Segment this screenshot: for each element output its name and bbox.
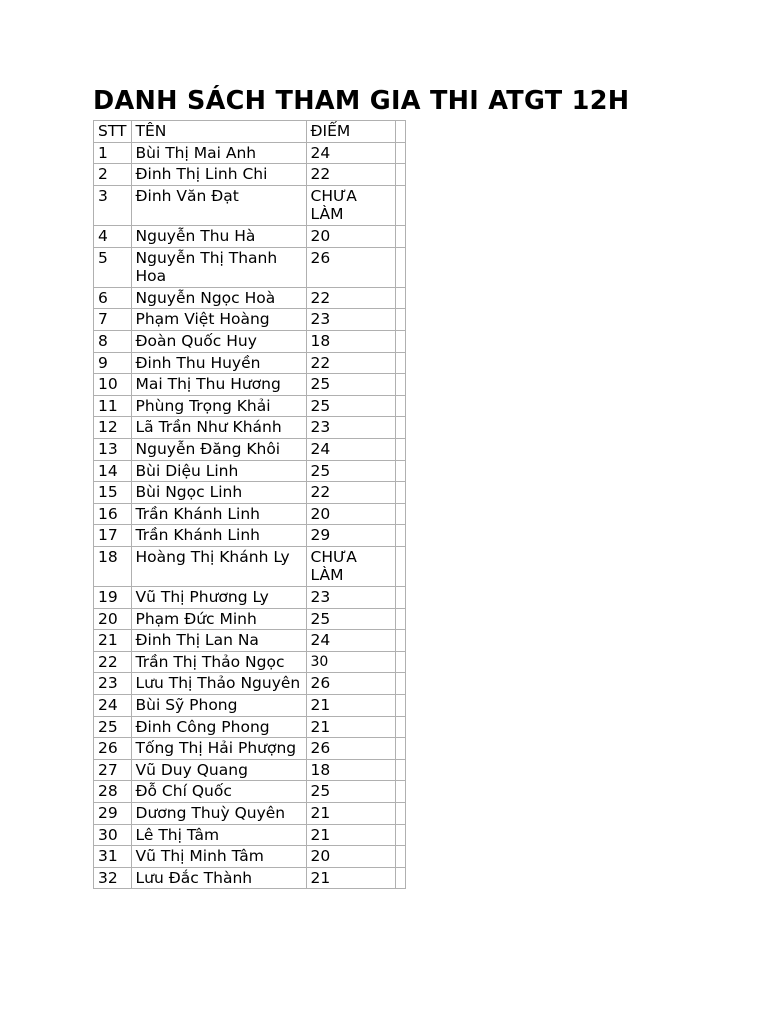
row-name: Phùng Trọng Khải xyxy=(131,395,306,417)
row-name: Tống Thị Hải Phượng xyxy=(131,738,306,760)
row-name: Đoàn Quốc Huy xyxy=(131,330,306,352)
row-name: Nguyễn Thu Hà xyxy=(131,225,306,247)
row-stt: 31 xyxy=(94,846,132,868)
table-row xyxy=(94,164,406,186)
table-header-row xyxy=(94,121,406,143)
row-stt: 9 xyxy=(94,352,132,374)
table-row xyxy=(94,759,406,781)
table-row xyxy=(94,330,406,352)
row-stt: 19 xyxy=(94,587,132,609)
row-name: Bùi Ngọc Linh xyxy=(131,482,306,504)
row-stt: 7 xyxy=(94,309,132,331)
row-score: 21 xyxy=(306,824,395,846)
empty-column-cell xyxy=(395,330,405,352)
row-score: 22 xyxy=(306,287,395,309)
empty-column-cell xyxy=(395,287,405,309)
empty-column-cell xyxy=(395,781,405,803)
row-stt: 11 xyxy=(94,395,132,417)
row-stt: 21 xyxy=(94,630,132,652)
row-stt: 26 xyxy=(94,738,132,760)
row-stt: 5 xyxy=(94,247,132,287)
table-row xyxy=(94,352,406,374)
row-name: Đinh Thị Linh Chi xyxy=(131,164,306,186)
row-name: Trần Khánh Linh xyxy=(131,525,306,547)
row-name: Bùi Thị Mai Anh xyxy=(131,142,306,164)
empty-column-cell xyxy=(395,546,405,586)
row-score: 23 xyxy=(306,309,395,331)
header-score: ĐIỂM xyxy=(306,121,395,143)
participant-table-body xyxy=(94,121,406,889)
empty-column-cell xyxy=(395,482,405,504)
row-stt: 20 xyxy=(94,608,132,630)
row-stt: 15 xyxy=(94,482,132,504)
row-stt: 28 xyxy=(94,781,132,803)
row-score: 20 xyxy=(306,846,395,868)
row-score: 29 xyxy=(306,525,395,547)
table-row xyxy=(94,630,406,652)
row-name: Vũ Thị Minh Tâm xyxy=(131,846,306,868)
table-row xyxy=(94,781,406,803)
row-score: 26 xyxy=(306,247,395,287)
table-row xyxy=(94,846,406,868)
row-stt: 1 xyxy=(94,142,132,164)
row-name: Lưu Đắc Thành xyxy=(131,867,306,889)
table-row xyxy=(94,185,406,225)
row-name: Hoàng Thị Khánh Ly xyxy=(131,546,306,586)
row-stt: 3 xyxy=(94,185,132,225)
row-score: 25 xyxy=(306,395,395,417)
row-score: 21 xyxy=(306,716,395,738)
table-row xyxy=(94,374,406,396)
table-row xyxy=(94,651,406,673)
row-name: Nguyễn Thị Thanh Hoa xyxy=(131,247,306,287)
row-score: 25 xyxy=(306,460,395,482)
table-row xyxy=(94,417,406,439)
row-name: Đỗ Chí Quốc xyxy=(131,781,306,803)
row-stt: 12 xyxy=(94,417,132,439)
row-score: 20 xyxy=(306,503,395,525)
table-row xyxy=(94,738,406,760)
empty-column-cell xyxy=(395,417,405,439)
empty-column-cell xyxy=(395,460,405,482)
row-name: Phạm Đức Minh xyxy=(131,608,306,630)
row-score: CHƯA LÀM xyxy=(306,185,395,225)
row-score: 22 xyxy=(306,352,395,374)
row-name: Trần Khánh Linh xyxy=(131,503,306,525)
empty-column-cell xyxy=(395,503,405,525)
empty-column-cell xyxy=(395,309,405,331)
table-row xyxy=(94,546,406,586)
empty-column-cell xyxy=(395,716,405,738)
row-stt: 18 xyxy=(94,546,132,586)
row-stt: 4 xyxy=(94,225,132,247)
row-score: CHƯA LÀM xyxy=(306,546,395,586)
table-row xyxy=(94,482,406,504)
empty-column-cell xyxy=(395,867,405,889)
empty-column-cell xyxy=(395,247,405,287)
table-row xyxy=(94,438,406,460)
empty-column-cell xyxy=(395,438,405,460)
row-stt: 32 xyxy=(94,867,132,889)
row-stt: 22 xyxy=(94,651,132,673)
row-name: Đinh Thị Lan Na xyxy=(131,630,306,652)
table-row xyxy=(94,824,406,846)
empty-column-cell xyxy=(395,587,405,609)
empty-column-cell xyxy=(395,185,405,225)
empty-column-cell xyxy=(395,673,405,695)
row-stt: 10 xyxy=(94,374,132,396)
empty-column-cell xyxy=(395,608,405,630)
header-stt: STT xyxy=(94,121,132,143)
row-stt: 16 xyxy=(94,503,132,525)
row-stt: 25 xyxy=(94,716,132,738)
table-row xyxy=(94,309,406,331)
page-title: DANH SÁCH THAM GIA THI ATGT 12H xyxy=(93,86,630,116)
row-name: Lưu Thị Thảo Nguyên xyxy=(131,673,306,695)
row-name: Mai Thị Thu Hương xyxy=(131,374,306,396)
table-row xyxy=(94,587,406,609)
row-score: 18 xyxy=(306,330,395,352)
row-name: Đinh Công Phong xyxy=(131,716,306,738)
row-stt: 17 xyxy=(94,525,132,547)
table-row xyxy=(94,460,406,482)
table-row xyxy=(94,716,406,738)
empty-column-cell xyxy=(395,225,405,247)
empty-column-cell xyxy=(395,824,405,846)
row-stt: 24 xyxy=(94,695,132,717)
row-name: Nguyễn Đăng Khôi xyxy=(131,438,306,460)
empty-column-cell xyxy=(395,395,405,417)
row-name: Đinh Thu Huyền xyxy=(131,352,306,374)
row-score: 23 xyxy=(306,587,395,609)
row-name: Vũ Duy Quang xyxy=(131,759,306,781)
row-name: Đinh Văn Đạt xyxy=(131,185,306,225)
empty-column-cell xyxy=(395,164,405,186)
row-score: 25 xyxy=(306,374,395,396)
row-name: Nguyễn Ngọc Hoà xyxy=(131,287,306,309)
table-row xyxy=(94,803,406,825)
row-score: 23 xyxy=(306,417,395,439)
table-row xyxy=(94,867,406,889)
row-score: 22 xyxy=(306,482,395,504)
header-name: TÊN xyxy=(131,121,306,143)
row-stt: 8 xyxy=(94,330,132,352)
row-score: 21 xyxy=(306,803,395,825)
row-stt: 6 xyxy=(94,287,132,309)
row-name: Bùi Sỹ Phong xyxy=(131,695,306,717)
table-row xyxy=(94,247,406,287)
empty-column-cell xyxy=(395,525,405,547)
row-stt: 27 xyxy=(94,759,132,781)
row-score: 21 xyxy=(306,867,395,889)
table-row xyxy=(94,225,406,247)
table-row xyxy=(94,395,406,417)
row-score: 30 xyxy=(306,651,395,673)
participant-table xyxy=(93,120,406,889)
row-name: Lã Trần Như Khánh xyxy=(131,417,306,439)
empty-column-cell xyxy=(395,374,405,396)
empty-column-cell xyxy=(395,738,405,760)
table-row xyxy=(94,673,406,695)
table-row xyxy=(94,503,406,525)
row-score: 24 xyxy=(306,630,395,652)
row-name: Trần Thị Thảo Ngọc xyxy=(131,651,306,673)
row-name: Lê Thị Tâm xyxy=(131,824,306,846)
row-score: 20 xyxy=(306,225,395,247)
row-score: 26 xyxy=(306,738,395,760)
table-row xyxy=(94,608,406,630)
row-stt: 14 xyxy=(94,460,132,482)
row-stt: 2 xyxy=(94,164,132,186)
row-score: 21 xyxy=(306,695,395,717)
empty-column-cell xyxy=(395,695,405,717)
row-score: 26 xyxy=(306,673,395,695)
empty-column-cell xyxy=(395,630,405,652)
empty-column-cell xyxy=(395,142,405,164)
row-name: Dương Thuỳ Quyên xyxy=(131,803,306,825)
empty-column-cell xyxy=(395,803,405,825)
row-stt: 13 xyxy=(94,438,132,460)
table-row xyxy=(94,142,406,164)
row-score: 25 xyxy=(306,781,395,803)
table-row xyxy=(94,695,406,717)
row-score: 24 xyxy=(306,142,395,164)
row-score: 22 xyxy=(306,164,395,186)
empty-column-cell xyxy=(395,759,405,781)
row-name: Phạm Việt Hoàng xyxy=(131,309,306,331)
table-row xyxy=(94,287,406,309)
row-score: 25 xyxy=(306,608,395,630)
row-score: 18 xyxy=(306,759,395,781)
row-score: 24 xyxy=(306,438,395,460)
table-row xyxy=(94,525,406,547)
empty-column-cell xyxy=(395,352,405,374)
row-name: Vũ Thị Phương Ly xyxy=(131,587,306,609)
empty-column-cell xyxy=(395,846,405,868)
row-stt: 23 xyxy=(94,673,132,695)
row-stt: 30 xyxy=(94,824,132,846)
empty-column-cell xyxy=(395,121,405,143)
row-stt: 29 xyxy=(94,803,132,825)
row-name: Bùi Diệu Linh xyxy=(131,460,306,482)
empty-column-cell xyxy=(395,651,405,673)
